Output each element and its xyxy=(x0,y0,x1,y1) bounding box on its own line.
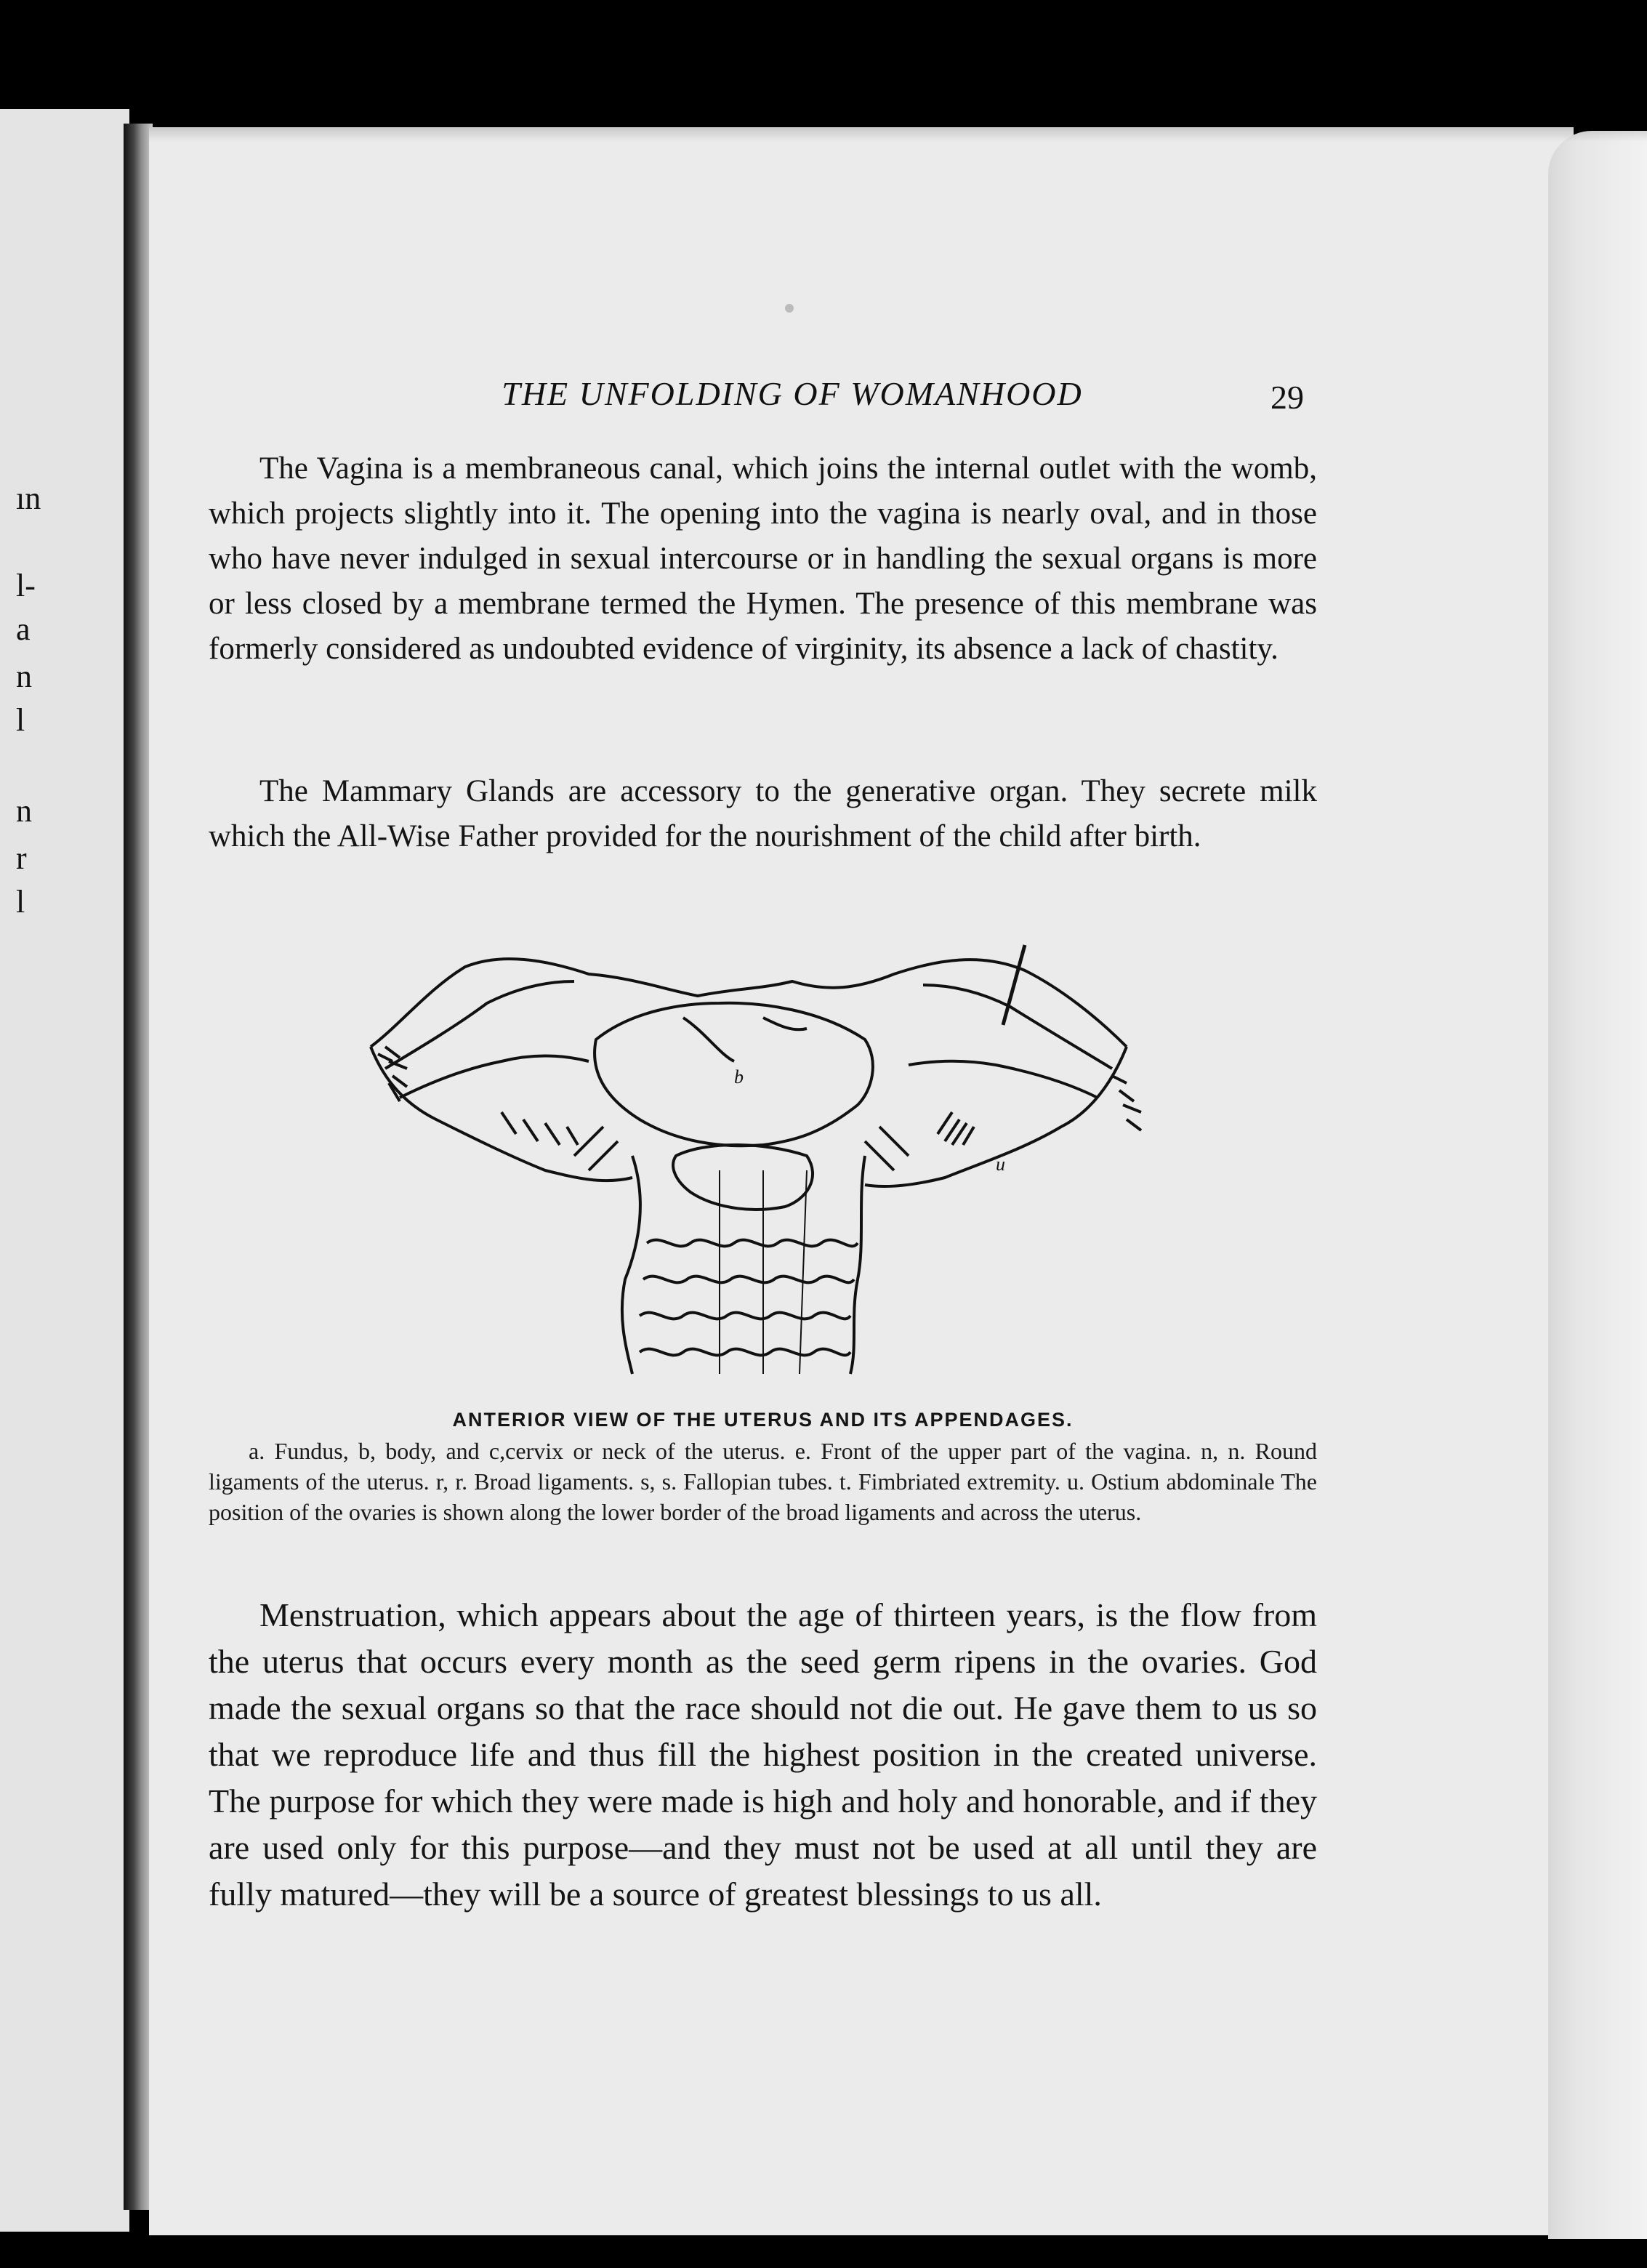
paragraph-menstruation xyxy=(209,1592,1317,1918)
paragraph-vagina xyxy=(209,446,1317,672)
page-edge xyxy=(1548,131,1647,2239)
figure-caption-text: a. Fundus, b, body, and c,cervix or neck of the uterus. e. Front of the upper part of the vagina. n, n. Round ligaments of the uterus. r, r. Broad ligaments. s, s. Fallopian tubes. t. Fimbriated extremity. u. Ostium abdominale The position of the ovaries is shown along the lower border of the broad ligaments and across the uterus. xyxy=(209,1438,1317,1525)
figure-label-b: b xyxy=(734,1066,744,1087)
running-head: THE UNFOLDING OF WOMANHOOD xyxy=(502,375,1083,412)
facing-page-fragment: r xyxy=(16,840,27,876)
facing-page-fragment: l xyxy=(16,702,25,738)
facing-page-fragment: l xyxy=(16,884,25,920)
speck xyxy=(785,304,794,313)
figure-label-u: u xyxy=(996,1154,1005,1175)
page-shadow xyxy=(149,127,1647,142)
uterus-illustration xyxy=(356,938,1163,1396)
book-gutter xyxy=(124,124,153,2210)
facing-page-fragment: n xyxy=(16,793,32,829)
facing-page-fragment: ın xyxy=(16,480,41,516)
facing-page-fragment: a xyxy=(16,611,31,647)
facing-page xyxy=(0,109,129,2232)
facing-page-fragment: n xyxy=(16,659,32,694)
facing-page-fragment: l- xyxy=(16,568,36,603)
figure-caption xyxy=(209,1436,1317,1527)
page-number: 29 xyxy=(1271,379,1304,416)
figure-title: ANTERIOR VIEW OF THE UTERUS AND ITS APPENDAGES. xyxy=(452,1409,1074,1431)
paragraph-mammary xyxy=(209,769,1317,859)
paragraph-text: The Mammary Glands are accessory to the generative organ. They secrete milk which the All-Wise Father provided for the nourishment of the child after birth. xyxy=(209,774,1317,853)
paragraph-text: The Vagina is a membraneous canal, which joins the internal outlet with the womb, which projects slightly into it. The opening into the vagina is nearly oval, and in those who have never indulged in sexual intercourse or in handling the sexual organs is more or less closed by a membrane termed the Hymen. The presence of this membrane was formerly considered as undoubted evidence of virginity, its absence a lack of chastity. xyxy=(209,451,1317,666)
paragraph-text: Menstruation, which appears about the age of thirteen years, is the flow from the uterus that occurs every month as the seed germ ripens in the ovaries. God made the sexual organs so that the race should not die out. He gave them to us so that we reproduce life and thus fill the highest position in the created universe. The purpose for which they were made is high and holy and honorable, and if they are used only for this purpose—and they must not be used at all until they are fully matured—they will be a source of greatest blessings to us all. xyxy=(209,1596,1317,1913)
